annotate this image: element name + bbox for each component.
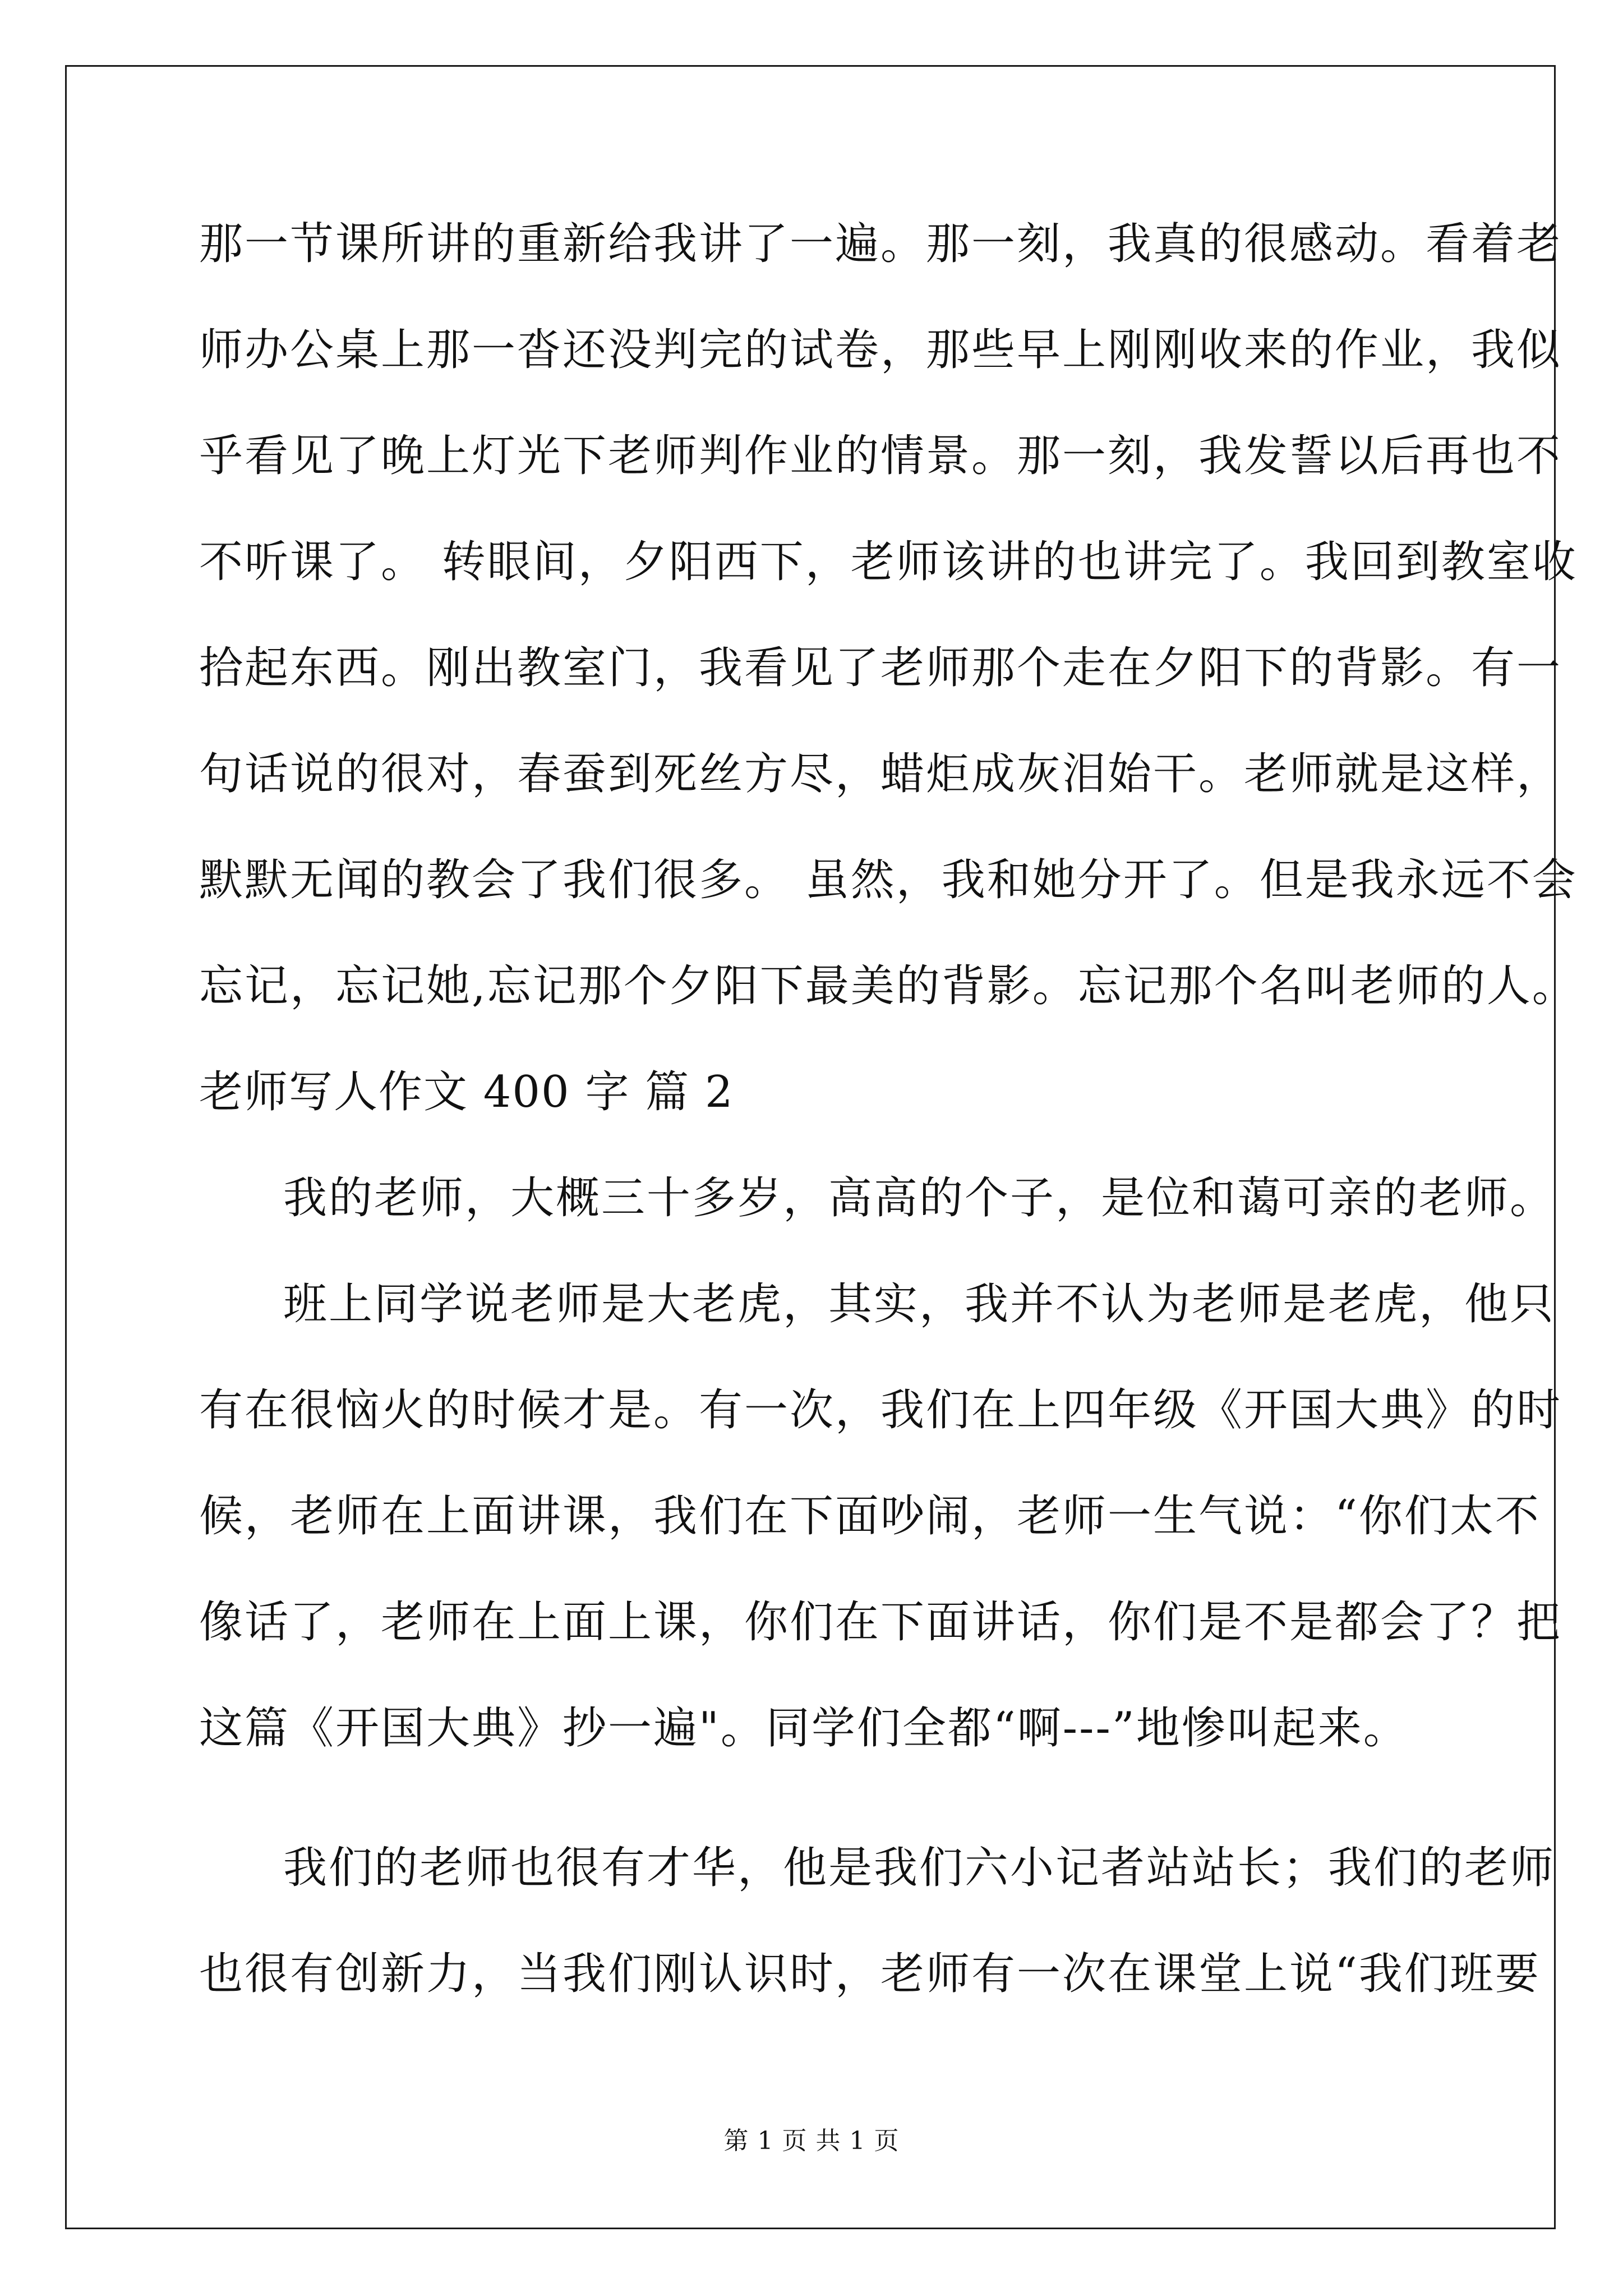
- text-line: 默默无闻的教会了我们很多。 虽然，我和她分开了。但是我永远不会: [199, 855, 1578, 905]
- text-line: 乎看见了晚上灯光下老师判作业的情景。那一刻，我发誓以后再也不: [199, 431, 1562, 481]
- document-body: [199, 210, 1578, 2046]
- paragraph-line: 我的老师，大概三十多岁，高高的个子，是位和蔼可亲的老师。: [283, 1173, 1556, 1223]
- paragraph-gap: [199, 1801, 1461, 1834]
- paragraph-line: 也很有创新力，当我们刚认识时，老师有一次在课堂上说“我们班要: [199, 1949, 1541, 1999]
- paragraph-line: 像话了，老师在上面上课，你们在下面讲话，你们是不是都会了？把: [199, 1597, 1562, 1648]
- text-line: 句话说的很对，春蚕到死丝方尽，蜡炬成灰泪始干。老师就是这样，: [199, 749, 1562, 799]
- text-line: 师办公桌上那一沓还没判完的试卷，那些早上刚刚收来的作业，我似: [199, 325, 1562, 375]
- text-line: 忘记，忘记她,忘记那个夕阳下最美的背影。忘记那个名叫老师的人。: [199, 961, 1578, 1011]
- paragraph-line: 有在很恼火的时候才是。有一次，我们在上四年级《开国大典》的时: [199, 1385, 1562, 1435]
- text-line: 那一节课所讲的重新给我讲了一遍。那一刻，我真的很感动。看着老: [199, 219, 1562, 269]
- paragraph-line: 这篇《开国大典》抄一遍"。同学们全都“啊---”地惨叫起来。: [199, 1703, 1409, 1754]
- text-line: 不听课了。 转眼间，夕阳西下，老师该讲的也讲完了。我回到教室收: [199, 537, 1578, 587]
- page-footer: 第 1 页 共 1 页: [723, 2127, 900, 2155]
- paragraph-line: 班上同学说老师是大老虎，其实，我并不认为老师是老虎，他只: [283, 1279, 1556, 1329]
- text-line: 拾起东西。刚出教室门，我看见了老师那个走在夕阳下的背影。有一: [199, 643, 1562, 693]
- paragraph-line: 候，老师在上面讲课，我们在下面吵闹，老师一生气说：“你们太不: [199, 1491, 1541, 1542]
- section-heading: 老师写人作文 400 字 篇 2: [199, 1067, 734, 1117]
- paragraph-line: 我们的老师也很有才华，他是我们六小记者站站长；我们的老师: [283, 1843, 1556, 1893]
